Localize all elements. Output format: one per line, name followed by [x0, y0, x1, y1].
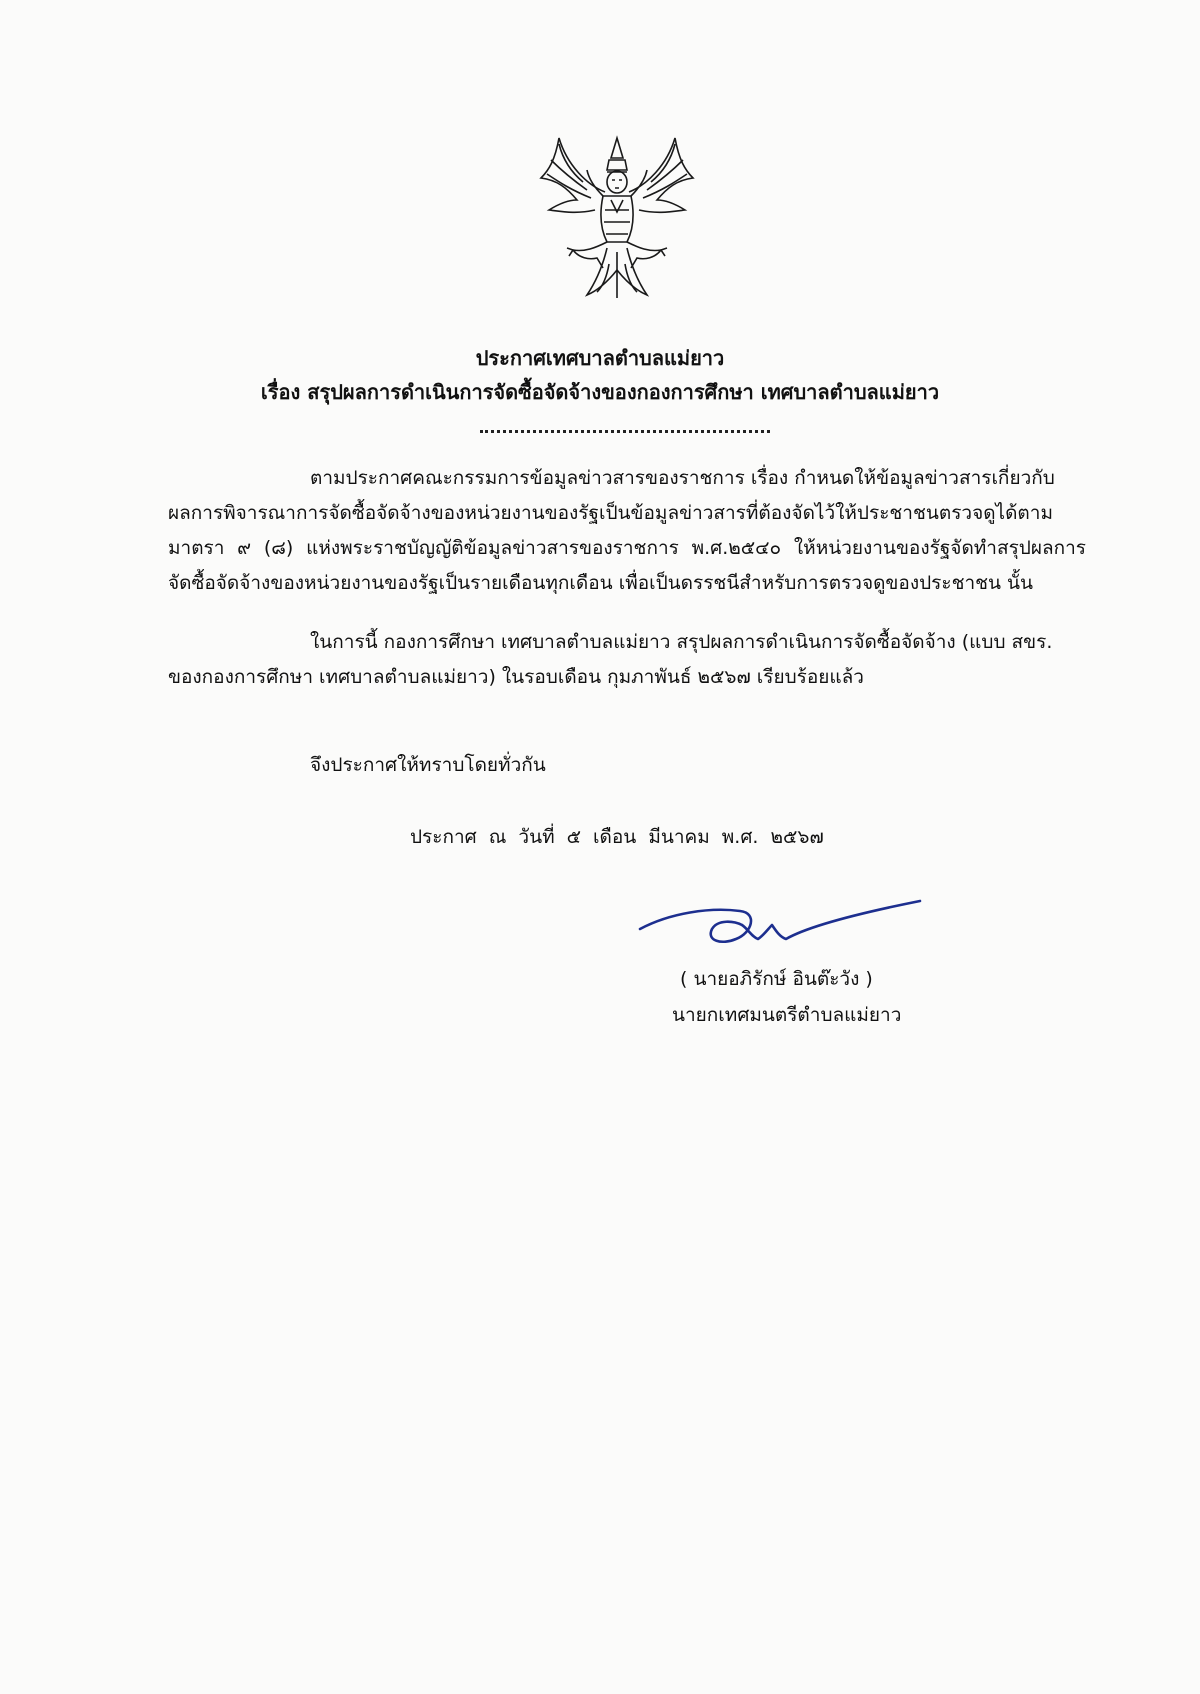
paragraph-2 — [168, 625, 1086, 695]
paragraph-2-line: ของกองการศึกษา เทศบาลตำบลแม่ยาว) ในรอบเดือน กุมภาพันธ์ ๒๕๖๗ เรียบร้อยแล้ว — [168, 666, 864, 688]
garuda-emblem-icon — [537, 130, 697, 305]
handwritten-signature — [630, 895, 960, 965]
closing-statement: จึงประกาศให้ทราบโดยทั่วกัน — [310, 754, 546, 776]
announcement-date: ประกาศ ณ วันที่ ๕ เดือน มีนาคม พ.ศ. ๒๕๖๗ — [410, 826, 824, 848]
paragraph-1-line: ผลการพิจารณาการจัดซื้อจัดจ้างของหน่วยงานของรัฐเป็นข้อมูลข่าวสารที่ต้องจัดไว้ให้ประชาชนตรวจดูได้ตาม — [168, 502, 1053, 524]
paragraph-1 — [168, 461, 1086, 601]
paragraph-1-line: ตามประกาศคณะกรรมการข้อมูลข่าวสารของราชการ เรื่อง กำหนดให้ข้อมูลข่าวสารเกี่ยวกับ — [310, 467, 1055, 489]
announcement-title: ประกาศเทศบาลตำบลแม่ยาว — [475, 346, 725, 370]
announcement-subject: เรื่อง สรุปผลการดำเนินการจัดซื้อจัดจ้างของกองการศึกษา เทศบาลตำบลแม่ยาว — [260, 380, 940, 404]
paragraph-1-line: มาตรา ๙ (๘) แห่งพระราชบัญญัติข้อมูลข่าวสารของราชการ พ.ศ.๒๕๔๐ ให้หน่วยงานของรัฐจัดทำสรุปผลการ — [168, 537, 1086, 559]
dotted-divider — [480, 422, 770, 433]
paragraph-1-line: จัดซื้อจัดจ้างของหน่วยงานของรัฐเป็นรายเดือนทุกเดือน เพื่อเป็นดรรชนีสำหรับการตรวจดูของประชาชน นั้น — [168, 572, 1034, 594]
signer-position: นายกเทศมนตรีตำบลแม่ยาว — [672, 1004, 902, 1026]
signer-name: ( นายอภิรักษ์ อินต๊ะวัง ) — [680, 968, 873, 990]
paragraph-2-line: ในการนี้ กองการศึกษา เทศบาลตำบลแม่ยาว สรุปผลการดำเนินการจัดซื้อจัดจ้าง (แบบ สขร. — [310, 631, 1053, 653]
